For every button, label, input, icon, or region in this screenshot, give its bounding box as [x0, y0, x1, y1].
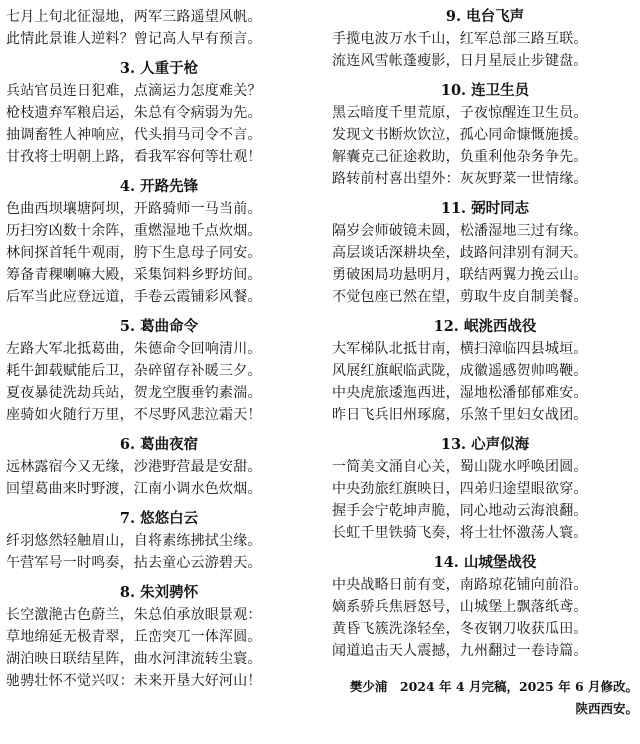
signature-text: 樊少浦 2024 年 4 月完稿，2025 年 6 月修改。 [349, 679, 638, 694]
poem-section-7 [6, 508, 312, 574]
poem-line: 午营军号一时鸣奏，拈去童心云游碧天。 [6, 555, 262, 571]
poem-line: 高层谈话深耕块垒，歧路问津别有洞天。 [332, 245, 588, 261]
poem-line: 草地绵延无极青翠，丘峦突兀一体浑圆。 [6, 629, 262, 645]
section-title: 6. 葛曲夜宿 [119, 436, 199, 453]
poem-section-10 [332, 80, 638, 190]
poem-line: 手揽电波万水千山，红军总部三路互联。 [332, 31, 588, 47]
poem-line: 后军当此应登远道，手卷云霞铺彩风餐。 [6, 289, 262, 305]
section-title: 13. 心声似海 [440, 436, 530, 453]
section-title: 3. 人重于枪 [119, 60, 199, 77]
poem-line: 握手会宁乾坤声脆，同心地动云海浪翻。 [332, 503, 588, 519]
poem-line: 风展红旗岷临武陇，成徽遥感贺帅鸣鞭。 [332, 363, 588, 379]
poem-section-11 [332, 198, 638, 308]
poem-line: 黄昏飞簇洗涤轻垒，冬夜钢刀收获瓜田。 [332, 621, 588, 637]
section-title: 8. 朱刘骋怀 [119, 584, 199, 601]
poem-line: 色曲西坝壤塘阿坝，开路骑师一马当前。 [6, 201, 262, 217]
poem-line: 中央劲旅红旗映日，四弟归途望眼欲穿。 [332, 481, 588, 497]
poem-line: 甘孜将士明朝上路，看我军容何等壮观！ [6, 149, 262, 165]
poem-line: 勇破困局功悬明月，联结两翼力挽云山。 [332, 267, 588, 283]
poem-line: 驰骋壮怀不觉兴叹：未来开垦大好河山！ [6, 673, 262, 689]
poem-section-4 [6, 176, 312, 308]
poem-section-14 [332, 552, 638, 662]
poem-line: 长虹千里铁骑飞奏，将士壮怀激荡人寰。 [332, 525, 588, 541]
poem-section-9 [332, 6, 638, 72]
poem-line: 历扫穷凶数十余阵，重燃湿地千点炊烟。 [6, 223, 262, 239]
signature-place: 陕西西安。 [575, 701, 638, 716]
poem-line: 昨日飞兵旧州琢腐，乐煞千里妇女战团。 [332, 407, 588, 423]
poem-line: 林间探首牦牛观雨，胯下生息母子同安。 [6, 245, 262, 261]
poem-section-12 [332, 316, 638, 426]
poem-line: 隔岁会师破镜未圆，松潘湿地三过有缘。 [332, 223, 588, 239]
poem-line: 枪枝遗弃军粮启运，朱总有令病弱为先。 [6, 105, 262, 121]
right-column [332, 6, 638, 720]
poem-line: 左路大军北抵葛曲，朱德命令回响清川。 [6, 341, 262, 357]
poem-line: 流连风雪帐蓬瘦影，日月星辰止步键盘。 [332, 53, 588, 69]
poem-line: 嫡系骄兵焦唇怒号，山城堡上飘落纸鸢。 [332, 599, 588, 615]
author-signature [332, 676, 638, 720]
poem-line: 耗牛卸载赋能后卫，杂碎留存补暖三夕。 [6, 363, 262, 379]
poem-line: 中央战略日前有变，南路琼花铺向前沿。 [332, 577, 588, 593]
poem-line: 此情此景谁人逆料？曾记高人早有预言。 [6, 31, 262, 47]
section-title: 4. 开路先锋 [119, 178, 199, 195]
poem-line: 抽调畜牲人神响应，代头捐马司令不言。 [6, 127, 262, 143]
poem-line: 一简美文涌自心关，蜀山陇水呼唤团圆。 [332, 459, 588, 475]
poem-line: 长空激滟古色蔚兰，朱总伯承放眼景观： [6, 607, 262, 623]
section-title: 12. 岷洮西战役 [433, 318, 537, 335]
poem-line: 大军梯队北抵甘南，横扫漳临四县城垣。 [332, 341, 588, 357]
poem-section-8 [6, 582, 312, 692]
poem-line: 发现文书断炊饮泣，孤心同命慷慨施援。 [332, 127, 588, 143]
poem-line: 座骑如火随行万里，不尽野风悲泣霜天！ [6, 407, 262, 423]
left-column [6, 6, 312, 692]
poem-line: 夏夜暴徒洗劫兵站，贺龙空腹垂钓素湍。 [6, 385, 262, 401]
poem-line: 湖泊映日联结星阵，曲水河津流转尘寰。 [6, 651, 262, 667]
poem-line: 中央虎旅逶迤西进，湿地松潘郁郁难安。 [332, 385, 588, 401]
poem-line: 纤羽悠然轻触眉山，自将素练拂拭尘缘。 [6, 533, 262, 549]
poem-line: 解囊克己征途救助，负重利他杂务争先。 [332, 149, 588, 165]
poem-section-6 [6, 434, 312, 500]
poem-line: 远林露宿今又无缘，沙港野营最是安甜。 [6, 459, 262, 475]
poem-line: 不觉包座已然在望，剪取牛皮自制美餐。 [332, 289, 588, 305]
poem-line: 回望葛曲来时野渡，江南小调水色炊烟。 [6, 481, 262, 497]
poem-line: 兵站官员连日犯难，点滴运力怎度难关？ [6, 83, 262, 99]
poem-line: 筹备青稞喇嘛大殿，采集饲料乡野坊间。 [6, 267, 262, 283]
section-title: 7. 悠悠白云 [119, 510, 199, 527]
section-title: 11. 弼时同志 [440, 200, 530, 217]
poem-section-5 [6, 316, 312, 426]
section-title: 14. 山城堡战役 [433, 554, 537, 571]
poem-line: 七月上旬北征湿地，两军三路遥望风帆。 [6, 9, 262, 25]
section-title: 10. 连卫生员 [440, 82, 530, 99]
poem-line: 黑云暗度千里荒原，子夜惊醒连卫生员。 [332, 105, 588, 121]
poem-section-3 [6, 58, 312, 168]
section-title: 9. 电台飞声 [445, 8, 525, 25]
poem-section-13 [332, 434, 638, 544]
section-title: 5. 葛曲命令 [119, 318, 199, 335]
poem-line: 闻道追击天人震撼，九州翻过一卷诗篇。 [332, 643, 588, 659]
intro-section [6, 6, 312, 50]
poem-line: 路转前村喜出望外：灰灰野菜一世情缘。 [332, 171, 588, 187]
